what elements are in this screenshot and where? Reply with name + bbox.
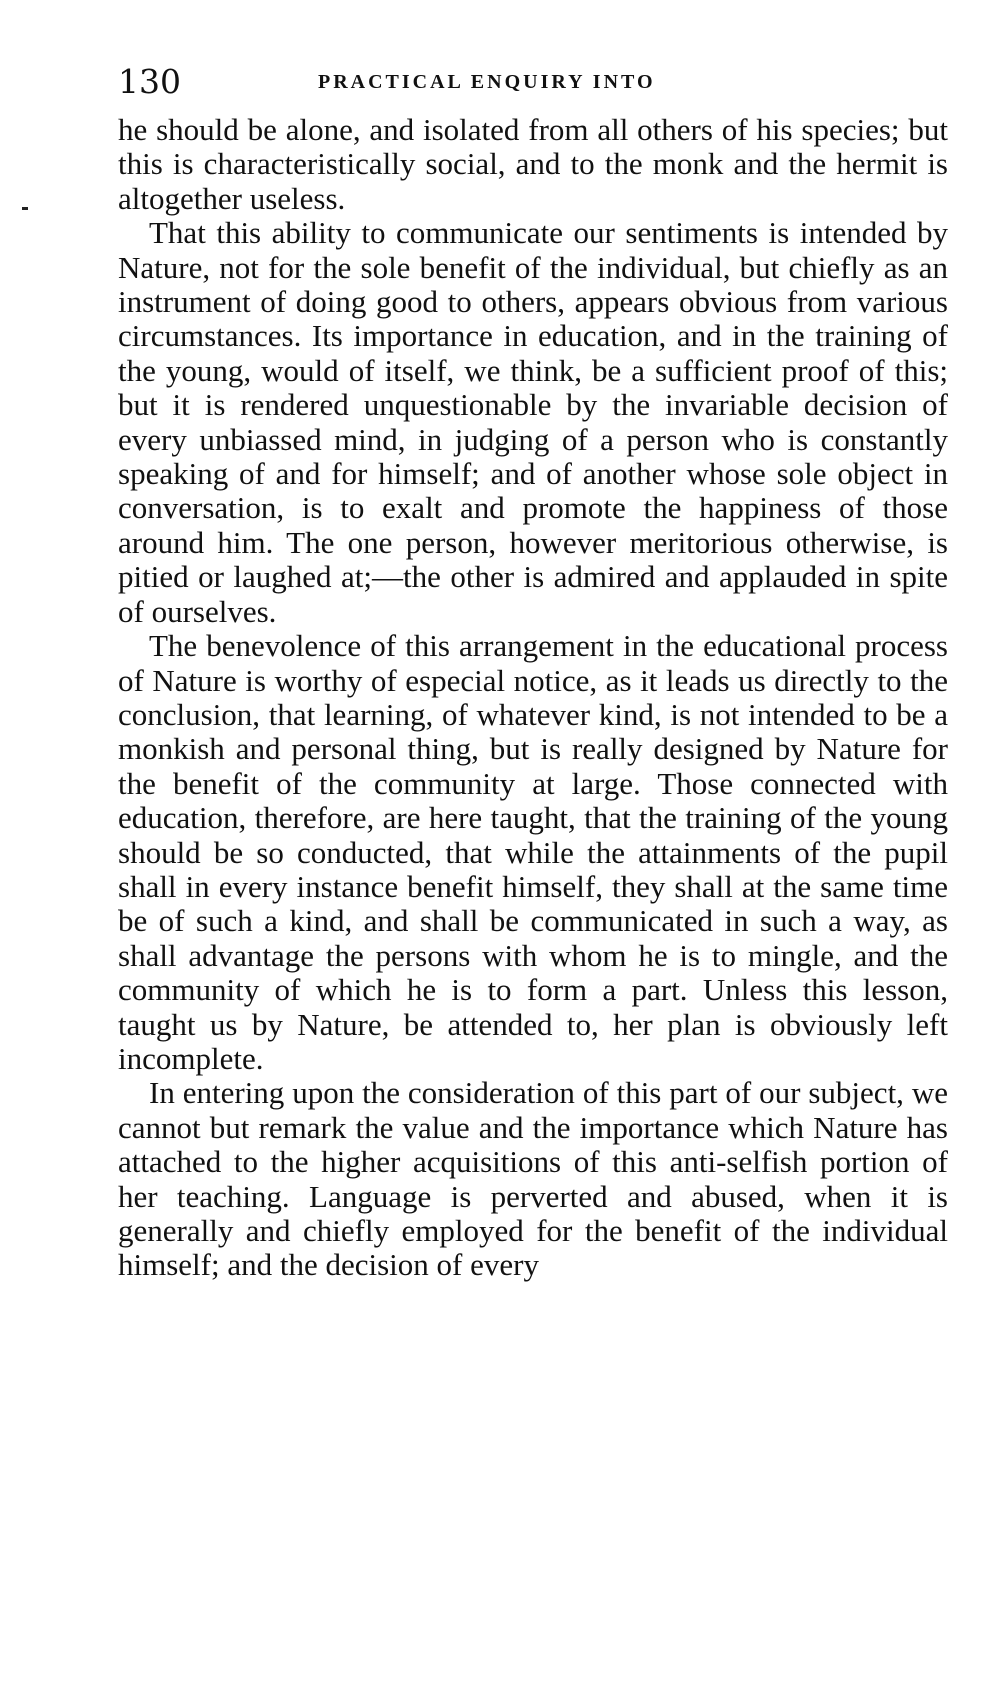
running-head: PRACTICAL ENQUIRY INTO bbox=[318, 71, 656, 93]
paragraph: In entering upon the consideration of this part of our subject, we cannot but remark the value and the importance which Nature has attached to the higher acquisitions of this anti-selfish portion of her teaching. Language is perverted and abused, when it is generally and chiefly employed for the benefit of the individual himself; and the decision of every bbox=[118, 1075, 948, 1283]
paragraph: The benevolence of this arrangement in the educational process of Nature is worthy of especial notice, as it leads us directly to the conclusion, that learning, of whatever kind, is not intended to be a monkish and personal thing, but is really designed by Nature for the benefit of the community at large. Those connected with education, therefore, are here taught, that the training of the young should be so conducted, that while the attainments of the pupil shall in every instance benefit himself, they shall at the same time be of such a kind, and shall be communicated in such a way, as shall advantage the persons with whom he is to mingle, and the community of which he is to form a part. Unless this lesson, taught us by Nature, be attended to, her plan is obviously left incomplete. bbox=[118, 628, 948, 1076]
margin-mark bbox=[22, 207, 28, 210]
page-header bbox=[118, 62, 948, 102]
body-text bbox=[118, 113, 948, 1283]
paragraph: That this ability to communicate our sentiments is intended by Nature, not for the sole benefit of the individual, but chiefly as an instrument of doing good to others, appears obvious from various circumstances. Its importance in education, and in the training of the young, would of itself, we think, be a sufficient proof of this; but it is rendered unquestionable by the invariable decision of every unbiassed mind, in judging of a person who is constantly speaking of and for himself; and of another whose sole object in conversation, is to exalt and promote the happiness of those around him. The one person, however meritorious otherwise, is pitied or laughed at;—the other is admired and applauded in spite of ourselves. bbox=[118, 215, 948, 629]
paragraph-continuation: he should be alone, and isolated from all others of his species; but this is characteristically social, and to the monk and the hermit is altogether useless. bbox=[118, 112, 948, 216]
page-number: 130 bbox=[118, 62, 181, 101]
